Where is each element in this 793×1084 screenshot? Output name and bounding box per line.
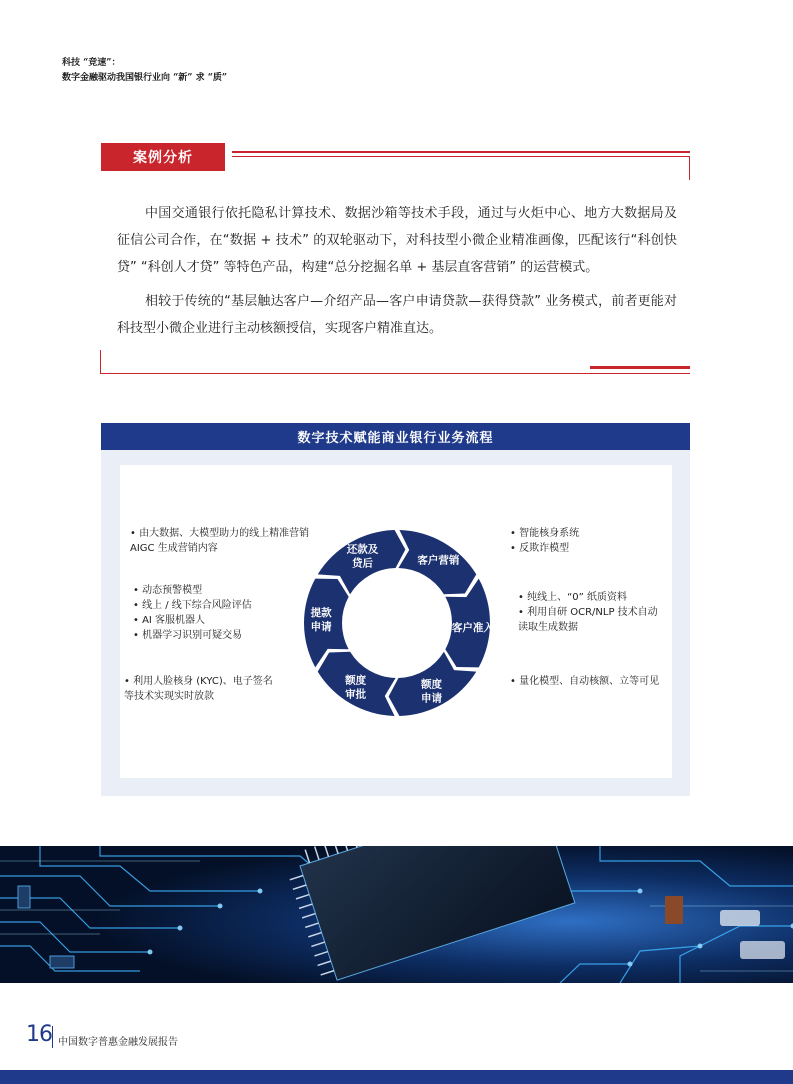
note-access-line2: • 反欺诈模型 (510, 543, 570, 554)
report-name: 中国数字普惠金融发展报告 (58, 1037, 178, 1048)
ring-segment-label-6: 还款及贷后 (346, 543, 379, 570)
note-apply-line3: 读取生成数据 (518, 622, 578, 633)
note-withdraw (124, 674, 273, 704)
ring-segment-label-5: 提款申请 (310, 607, 332, 634)
note-withdraw-line2: 等技术实现实时放款 (124, 691, 214, 702)
note-post-loan-line4: • 机器学习识别可疑交易 (133, 630, 243, 641)
case-paragraph-2: 相较于传统的“基层触达客户—介绍产品—客户申请贷款—获得贷款” 业务模式，前者更能对科技型小微企业进行主动核额授信，实现客户精准直达。 (117, 294, 677, 336)
note-apply-line2: • 利用自研 OCR/NLP 技术自动 (518, 607, 658, 618)
ring-segment-label-1: 客户营销 (417, 554, 460, 567)
page-number-divider (52, 1026, 53, 1048)
note-marketing-line2: AIGC 生成营销内容 (130, 543, 218, 554)
ring-segment-label-3: 额度申请 (421, 678, 443, 705)
running-head-line2: 数字金融驱动我国银行业向 “新” 求 “质” (62, 73, 228, 83)
case-analysis-tag: 案例分析 (101, 143, 225, 171)
note-post-loan (133, 583, 252, 643)
page-number: 16 (26, 1022, 52, 1047)
footer-bar (0, 1070, 793, 1084)
note-post-loan-line3: • AI 客服机器人 (133, 615, 206, 626)
ring-segments (304, 530, 494, 716)
note-marketing-line1: • 由大数据、大模型助力的线上精准营销 (130, 528, 310, 539)
note-post-loan-line1: • 动态预警模型 (133, 585, 203, 596)
note-apply (518, 590, 658, 635)
figure-title: 数字技术赋能商业银行业务流程 (101, 423, 690, 450)
ring-segment-label-2: 客户准入 (451, 621, 494, 634)
note-marketing (130, 526, 309, 556)
circuit-board-art (0, 846, 793, 983)
note-post-loan-line2: • 线上 / 线下综合风险评估 (133, 600, 252, 611)
note-access-line1: • 智能核身系统 (510, 528, 580, 539)
note-apply-line1: • 纯线上、“0” 纸质资料 (518, 592, 627, 603)
note-access (510, 526, 579, 556)
case-paragraph-1: 中国交通银行依托隐私计算技术、数据沙箱等技术手段，通过与火炬中心、地方大数据局及征信公司合作，在“数据 + 技术” 的双轮驱动下，对科技型小微企业精准画像，匹配该行“科创快贷” “科创人才贷” 等特色产品，构建“总分挖掘名单 + 基层直客营销” 的运营模式。 (117, 206, 677, 275)
running-head-line1: 科技 “竞速”： (62, 58, 121, 68)
ring-segment-label-4: 额度审批 (345, 674, 367, 701)
note-approve (510, 674, 659, 689)
circuit-board-image (0, 846, 793, 983)
note-approve-line1: • 量化模型、自动核额、立等可见 (510, 676, 660, 687)
note-withdraw-line1: • 利用人脸核身 (KYC)、电子签名 (124, 676, 273, 687)
